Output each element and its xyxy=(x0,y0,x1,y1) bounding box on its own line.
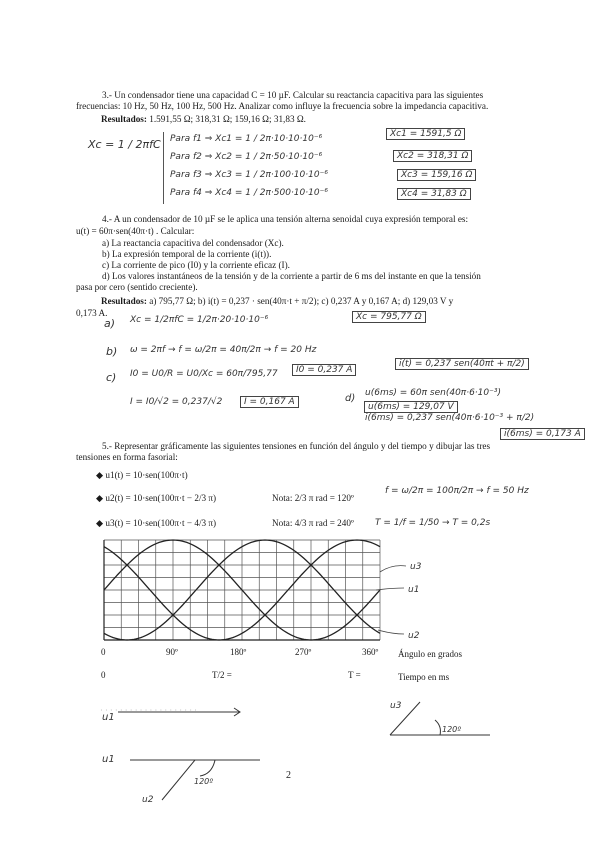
problem3-results xyxy=(101,114,306,125)
problem4-a: a) La reactancia capacitiva del condensador (Xc). xyxy=(102,238,284,248)
hw4-d2: u(6ms) = 129,07 V xyxy=(364,401,458,413)
problem4-b: b) La expresión temporal de la corriente (i(t)). xyxy=(102,249,272,259)
hw3-brace xyxy=(163,132,166,204)
hw4-d-label: d) xyxy=(345,393,356,404)
problem3-line2: frecuencias: 10 Hz, 50 Hz, 100 Hz, 500 Hz. Analizar como influye la frecuencia sobre la impedancia capacitiva. xyxy=(76,101,489,111)
ghost-text: · · · · · · · · · · · · · · · · · · · · xyxy=(100,705,197,715)
problem4-results2: 0,173 A. xyxy=(76,308,108,318)
hw4-c-eq2: I = I0/√2 = 0,237/√2 xyxy=(130,397,223,407)
phasor-label-u1b: u1 xyxy=(102,754,115,765)
bullet-icon: ◆ xyxy=(96,470,104,480)
phasor-angle-2: 120º xyxy=(194,777,214,786)
results-label: Resultados: xyxy=(101,114,147,124)
half-period-label: T/2 = xyxy=(212,670,232,680)
hw4-a-label: a) xyxy=(104,317,116,330)
hw5-frequency: f = ω/2π = 100π/2π → f = 50 Hz xyxy=(385,486,529,496)
results-values: a) 795,77 Ω; b) i(t) = 0,237 · sen(40π·t + π/2); c) 0,237 A y 0,167 A; d) 129,03 V y xyxy=(149,296,454,306)
hw4-c-label: c) xyxy=(106,371,117,384)
tick-90: 90º xyxy=(166,647,178,657)
phasor-label-u2: u2 xyxy=(142,795,154,805)
problem5-u2-note: Nota: 2/3 π rad = 120º xyxy=(272,493,354,503)
bullet-icon: ◆ xyxy=(96,493,104,503)
problem4-d2: pasa por cero (sentido creciente). xyxy=(76,282,198,292)
eq-u3: u3(t) = 10·sen(100π·t − 4/3 π) xyxy=(105,518,217,528)
bullet-icon: ◆ xyxy=(96,518,104,528)
problem5-u1 xyxy=(96,470,188,481)
label-u2: u2 xyxy=(408,631,420,641)
results-values: 1.591,55 Ω; 318,31 Ω; 159,16 Ω; 31,83 Ω. xyxy=(149,114,306,124)
problem5-u3 xyxy=(96,518,216,529)
hw4-c-answer2: I = 0,167 A xyxy=(240,396,299,408)
hw3-row1: Para f1 ⇒ Xc1 = 1 / 2π·10·10·10⁻⁶ xyxy=(170,134,323,144)
tick-0: 0 xyxy=(101,647,106,657)
label-line-u2 xyxy=(378,630,404,634)
hw3-row3: Para f3 ⇒ Xc3 = 1 / 2π·100·10·10⁻⁶ xyxy=(170,170,328,180)
hw4-a-answer: Xc = 795,77 Ω xyxy=(352,311,426,323)
problem4-expr: u(t) = 60π·sen(40π·t) . Calcular: xyxy=(76,226,195,236)
label-line-u3 xyxy=(380,566,406,572)
hw4-b-label: b) xyxy=(106,345,118,358)
hw3-answer3: Xc3 = 159,16 Ω xyxy=(397,169,476,181)
hw4-d3: i(6ms) = 0,237 sen(40π·6·10⁻³ + π/2) xyxy=(365,413,535,423)
angle-arc-icon xyxy=(435,720,440,735)
tick-180: 180º xyxy=(230,647,247,657)
phasor-u2-arrow xyxy=(162,760,195,800)
problem4-c: c) La corriente de pico (I0) y la corriente eficaz (I). xyxy=(102,260,290,270)
hw4-a-eq: Xc = 1/2πfC = 1/2π·20·10·10⁻⁶ xyxy=(130,315,269,325)
hw3-answer1: Xc1 = 1591,5 Ω xyxy=(386,128,465,140)
angle-axis-label: Ángulo en grados xyxy=(398,649,462,659)
time-zero: 0 xyxy=(101,670,106,680)
problem5-u2 xyxy=(96,493,216,504)
phasor-angle-1: 120º xyxy=(442,725,462,734)
page-number: 2 xyxy=(286,770,291,781)
hw4-b-eq: ω = 2πf → f = ω/2π = 40π/2π → f = 20 Hz xyxy=(130,345,317,355)
eq-u1: u1(t) = 10·sen(100π·t) xyxy=(105,470,188,480)
hw3-formula: Xc = 1 / 2πfC xyxy=(88,138,161,151)
period-label: T = xyxy=(348,670,361,680)
hw4-d4: i(6ms) = 0,173 A xyxy=(500,428,585,440)
results-label: Resultados: xyxy=(101,296,147,306)
problem4-title: 4.- A un condensador de 10 µF se le aplica una tensión alterna senoidal cuya expresión temporal es: xyxy=(102,214,469,224)
problem3-title: 3.- Un condensador tiene una capacidad C = 10 µF. Calcular su reactancia capacitiva para las siguientes xyxy=(102,90,484,100)
hw4-d1: u(6ms) = 60π sen(40π·6·10⁻³) xyxy=(365,388,501,398)
hw3-answer4: Xc4 = 31,83 Ω xyxy=(397,188,471,200)
phasor-diagrams xyxy=(90,690,510,810)
hw3-row2: Para f2 ⇒ Xc2 = 1 / 2π·50·10·10⁻⁶ xyxy=(170,152,323,162)
hw4-c-answer: I0 = 0,237 A xyxy=(292,364,356,376)
hw5-period: T = 1/f = 1/50 → T = 0,2s xyxy=(375,518,491,528)
hw3-row4: Para f4 ⇒ Xc4 = 1 / 2π·500·10·10⁻⁶ xyxy=(170,188,328,198)
hw4-c-it: i(t) = 0,237 sen(40πt + π/2) xyxy=(395,358,529,370)
tick-270: 270º xyxy=(295,647,312,657)
tick-360: 360º xyxy=(362,647,379,657)
time-axis-label: Tiempo en ms xyxy=(398,672,450,682)
label-u3: u3 xyxy=(410,562,422,572)
phasor-label-u1: u1 xyxy=(102,712,115,723)
problem5-line2: tensiones en forma fasorial: xyxy=(76,452,178,462)
problem5-u3-note: Nota: 4/3 π rad = 240º xyxy=(272,518,354,528)
label-u1: u1 xyxy=(408,585,420,595)
hw4-c-eq: I0 = U0/R = U0/Xc = 60π/795,77 xyxy=(130,369,278,379)
problem4-d1: d) Los valores instantáneos de la tensión y de la corriente a partir de 6 ms del instante en que la tensión xyxy=(102,271,481,281)
eq-u2: u2(t) = 10·sen(100π·t − 2/3 π) xyxy=(105,493,217,503)
problem4-results xyxy=(101,296,453,307)
hw3-answer2: Xc2 = 318,31 Ω xyxy=(393,150,472,162)
angle-arc-icon xyxy=(200,760,215,776)
problem5-title: 5.- Representar gráficamente las siguientes tensiones en función del ángulo y del tiempo y dibujar las tres xyxy=(102,441,491,451)
phasor-label-u3: u3 xyxy=(390,701,402,711)
